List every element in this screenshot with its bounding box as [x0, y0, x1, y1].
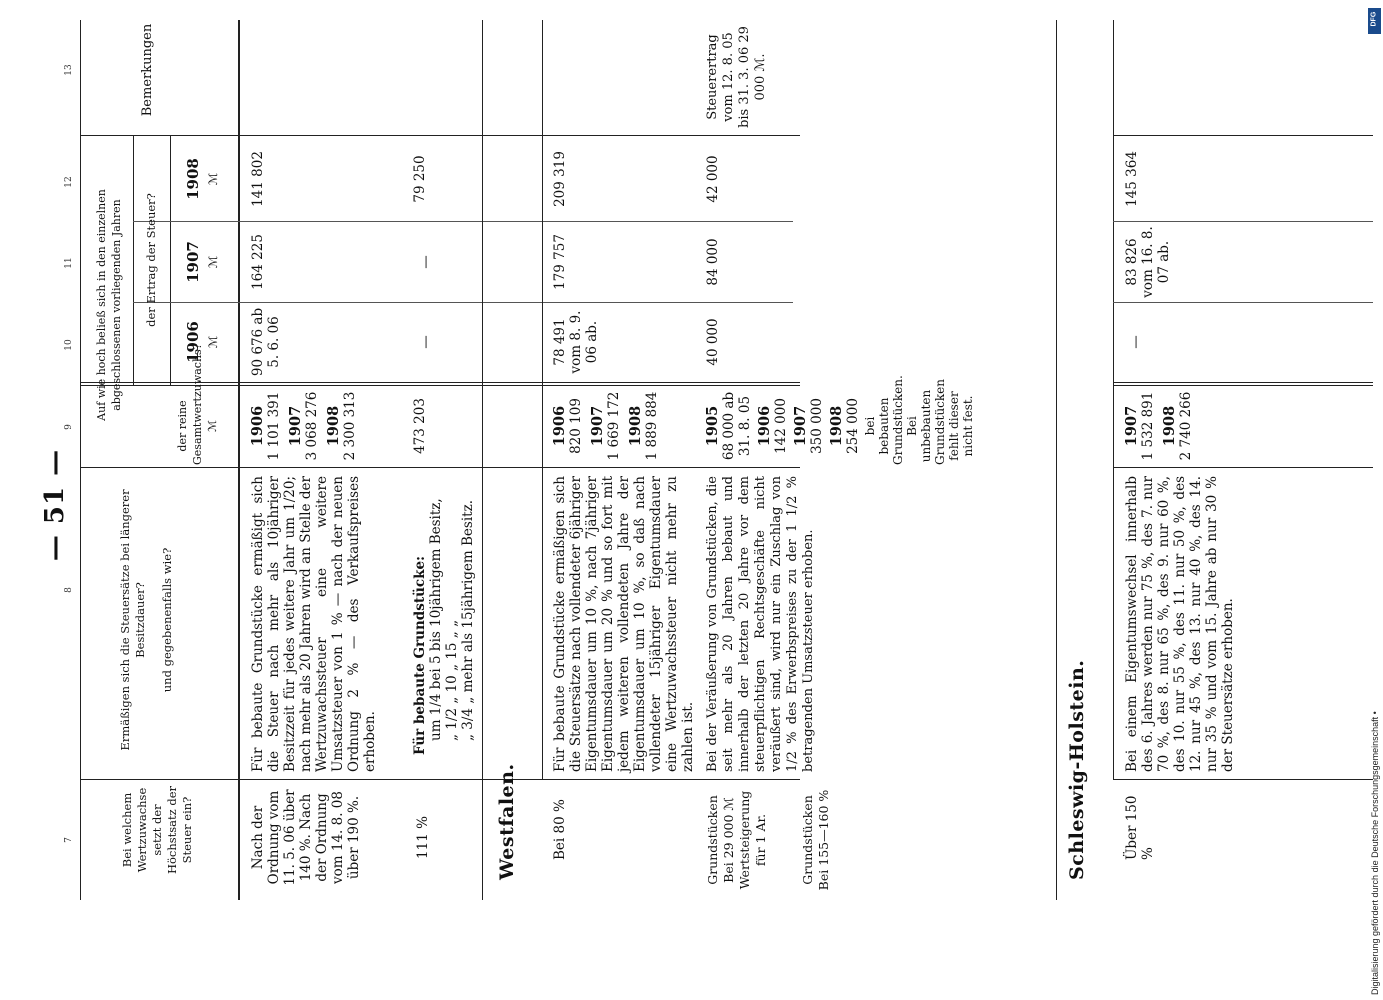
block1-row2-yield-1906: —: [418, 335, 434, 349]
col-divider-10-11: [133, 302, 793, 303]
block1-row2-yield-1907: —: [418, 255, 434, 269]
block1-gain-1906: 1 101 391: [266, 391, 282, 461]
header-bottom-rule: [238, 20, 240, 900]
subhead-rule: [170, 136, 171, 386]
westfalen-row2-year-1907: 1907: [792, 405, 809, 447]
unit-1907: ℳ: [206, 255, 220, 269]
westfalen-row2-gains: [704, 375, 975, 465]
block1-row1-yield-1907: 164 225: [250, 234, 266, 290]
column-number-12: 12: [64, 176, 74, 188]
region-title-westfalen: Westfalen.: [496, 763, 518, 880]
block1-year-1906: 1906: [249, 405, 266, 447]
block1-row2-line-1: um 1/4 bei 5 bis 10jährigem Besitz,: [428, 498, 444, 741]
page-number: — 51 —: [40, 448, 70, 562]
westfalen-end-rule: [1056, 20, 1057, 900]
schleswig-divider-9-10: [1113, 385, 1373, 386]
block1-row2-line-3: „ 3/4 „ mehr als 15jährigem Besitz.: [460, 500, 476, 741]
column-number-8: 8: [64, 587, 74, 593]
westfalen-row2-gain-1905: 68 000 ab 31. 8. 05: [721, 391, 753, 461]
westfalen-row2-year-1906: 1906: [756, 405, 773, 447]
block1-gain-1907: 3 068 276: [304, 391, 320, 461]
schleswig-rule: [1113, 20, 1114, 780]
block1-row1-gains: [250, 387, 358, 465]
dfg-logo: [1368, 8, 1381, 34]
westfalen-row2-gain-1907: 350 000: [809, 398, 825, 454]
column-number-10: 10: [64, 339, 74, 351]
schleswig-row1-yield-1907: 83 826 vom 16. 8. 07 ab.: [1124, 226, 1172, 298]
block1-year-1908: 1908: [325, 405, 342, 447]
block1-row2-yield-1908: 79 250: [412, 155, 428, 203]
column-number-9: 9: [64, 424, 74, 430]
westfalen-row1-reductions: Für bebaute Grundstücke ermäßigen sich die Steuersätze nach vollendeter 6jähriger Eigentumsdauer um 10 %, nach 7jähriger Eigentumsdauer um 20 % und so fort mit jedem weiteren vollendeten Jahre der Eigentumsdauer um 10 %, so daß nach vollendeter 15jähriger Eigentumsdauer eine Wertzuwachssteuer nicht mehr zu zahlen ist.: [552, 476, 696, 772]
col-divider-9-10: [80, 385, 800, 386]
column-9-header: der reine Gesamtwertzuwachs? ℳ: [176, 343, 219, 465]
block1-row2-reductions: [412, 475, 476, 755]
schleswig-row1-reductions: Bei einem Eigentumswechsel innerhalb des 6. Jahres werden nur 75 %, des 7. nur 70 %, des 8. nur 65 %, des 9. nur 60 %, des 10. nur 55 %, des 11. nur 50 %, des 12. nur 45 %, des 13. nur 40 %, des 14. nur 35 % und vom 15. Jahre ab nur 30 % der Steuersätze erhoben.: [1124, 476, 1236, 772]
schleswig-row1-yield-1908: 145 364: [1124, 151, 1140, 207]
block1-row1-yield-1906: 90 676 ab 5. 6. 06: [250, 307, 282, 377]
westfalen-row1-yield-1907: 179 757: [552, 234, 568, 290]
column-13-header: Bemerkungen: [140, 23, 155, 117]
westfalen-row1-yield-1908: 209 319: [552, 151, 568, 207]
group-head-rule: [133, 136, 134, 386]
block1-row1-reductions: Für bebaute Grundstücke ermäßigt sich die Steuer nach mehr als 10jähriger Besitzzeit für jedes weitere Jahr um 1/20; nach mehr als 20 Jahren wird an Stelle der Wertzuwachssteuer eine weitere Umsatzsteuer von 1 % — nach der neuen Ordnung 2 % — des Verkaufspreises erhoben.: [250, 476, 378, 772]
block1-gain-1908: 2 300 313: [342, 391, 358, 461]
westfalen-row2-threshold-b: Grundstücken Bei 155—160 %: [800, 789, 831, 891]
westfalen-row2-year-1908: 1908: [828, 405, 845, 447]
schleswig-year-1908: 1908: [1161, 405, 1178, 447]
westfalen-gain-1906: 820 109: [568, 398, 584, 454]
unit-1906: ℳ: [206, 335, 220, 349]
westfalen-year-1908: 1908: [627, 405, 644, 447]
col-divider-9-10-double: [80, 382, 800, 383]
header-top-rule: [80, 20, 81, 900]
westfalen-row2-remarks: Steuerertrag vom 12. 8. 05 bis 31. 3. 06 29 000 ℳ.: [705, 26, 768, 128]
schleswig-row1-gains: [1124, 387, 1194, 465]
westfalen-row2-yield-1908: 42 000: [705, 155, 721, 203]
schleswig-divider-11-12: [1113, 221, 1373, 222]
westfalen-row2-yield-1906: 40 000: [705, 318, 721, 366]
block1-row2-title: Für bebaute Grundstücke:: [412, 555, 428, 755]
westfalen-rule: [542, 20, 543, 780]
col-divider-8-9: [80, 467, 800, 468]
westfalen-row2-yield-1907: 84 000: [705, 238, 721, 286]
westfalen-row2-year-1905: 1905: [704, 405, 721, 447]
westfalen-row2-gain-1908: 254 000: [845, 398, 861, 454]
westfalen-row2-threshold-a: Grundstücken Bei 29 000 ℳ Wertsteigerung für 1 Ar.: [705, 790, 768, 890]
westfalen-row2-gain-note: bei bebauten Grundstücken. Bei unbebauten Grundstücken fehlt dieser nicht fest.: [863, 375, 975, 465]
schleswig-divider-9-10-double: [1113, 382, 1373, 383]
schleswig-row1-yield-1906: —: [1128, 335, 1144, 349]
column-8-header: Ermäßigen sich die Steuersätze bei längerer Besitzdauer?: [118, 489, 147, 751]
block1-end-rule: [482, 20, 483, 900]
col-divider-12-13: [80, 135, 800, 136]
schleswig-divider-8-9: [1113, 467, 1373, 468]
column-8-subheader: und gegebenenfalls wie?: [160, 547, 174, 693]
column-number-11: 11: [64, 257, 74, 269]
westfalen-gain-1907: 1 669 172: [606, 391, 622, 461]
schleswig-row1-threshold: Über 150 %: [1124, 795, 1156, 860]
year-header-1907: 1907: [184, 241, 202, 283]
westfalen-row2-reductions: Bei der Veräußerung von Grundstücken, die seit mehr als 20 Jahren bebaut und innerhalb der letzten 20 Jahre vor dem steuerpflichtigen Rechtsgeschäfte nicht veräußert sind, wird nur ein Zuschlag von 1/2 % des Erwerbspreises zu der 1 1/2 % betragenden Umsatzsteuer erhoben.: [705, 476, 816, 772]
block1-row2-threshold: 111 %: [415, 816, 431, 859]
column-7-header: Bei welchem Wertzuwachse setzt der Höchstsatz der Steuer ein?: [120, 785, 194, 875]
schleswig-gain-1908: 2 740 266: [1178, 391, 1194, 461]
col-divider-11-12: [133, 221, 793, 222]
yield-subheader: der Ertrag der Steuer?: [144, 193, 158, 327]
westfalen-row2-gain-1906: 142 000: [773, 398, 789, 454]
westfalen-row1-threshold: Bei 80 %: [552, 799, 568, 860]
year-header-1906: 1906: [184, 321, 202, 363]
westfalen-row1-gains: [552, 387, 660, 465]
schleswig-divider-10-11: [1113, 302, 1373, 303]
westfalen-row1-yield-1906: 78 491 vom 8. 9. 06 ab.: [552, 310, 600, 374]
column-number-13: 13: [64, 64, 74, 76]
dfg-logo-text: DFG: [1370, 11, 1378, 27]
block1-row1-yield-1908: 141 802: [250, 151, 266, 207]
westfalen-gain-1908: 1 889 884: [644, 391, 660, 461]
year-header-1908: 1908: [184, 158, 202, 200]
block1-row2-line-2: „ 1/2 „ 10 „ 15 „ „: [444, 619, 460, 741]
westfalen-year-1907: 1907: [589, 405, 606, 447]
region-title-schleswig-holstein: Schleswig-Holstein.: [1066, 659, 1088, 880]
schleswig-year-1907: 1907: [1123, 405, 1140, 447]
westfalen-year-1906: 1906: [551, 405, 568, 447]
block1-row1-threshold: Nach der Ordnung vom 11. 5. 06 über 140 %. Nach der Ordnung vom 14. 8. 08 über 190 %.: [250, 789, 362, 886]
unit-1908: ℳ: [206, 172, 220, 186]
column-number-7: 7: [64, 837, 74, 843]
schleswig-divider-12-13: [1113, 135, 1373, 136]
digitization-credit: Digitalisierung gefördert durch die Deutsche Forschungsgemeinschaft •: [1370, 711, 1380, 995]
schleswig-gain-1907: 1 532 891: [1140, 391, 1156, 461]
yield-group-header: Auf wie hoch beließ sich in den einzelnen abgeschlossenen vorliegenden Jahren: [95, 189, 123, 421]
block1-row2-gain: 473 203: [412, 398, 428, 454]
block1-year-1907: 1907: [287, 405, 304, 447]
